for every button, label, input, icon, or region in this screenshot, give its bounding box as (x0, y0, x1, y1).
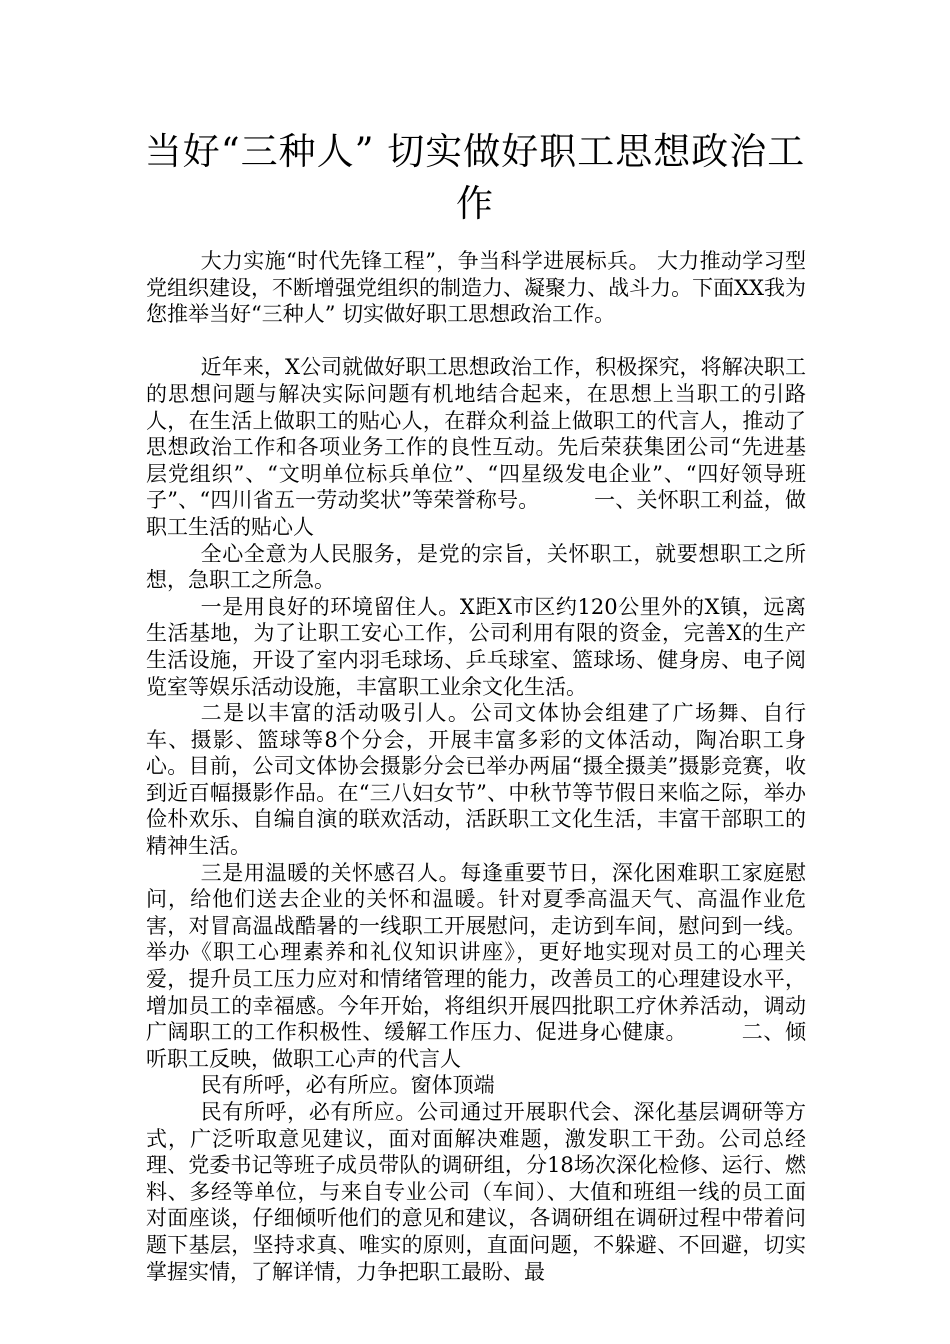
title-line-1: 当好“三种人” 切实做好职工思想政治工 (144, 130, 806, 173)
paragraph-text: 全心全意为人民服务，是党的宗旨，关怀职工，就要想职工之所想，急职工之所急。 (146, 541, 806, 593)
paragraph-text: 二是以丰富的活动吸引人。公司文体协会组建了广场舞、自行车、摄影、篮球等8个分会，开展丰富多彩的文体活动，陶冶职工身心。目前，公司文体协会摄影分会已举办两届“摄全摄美”摄影竞赛，收到近百幅摄影作品。在“三八妇女节”、中秋节等节假日来临之际，举办俭朴欢乐、自编自演的联欢活动，活跃职工文化生活，丰富干部职工的精神生活。 (146, 701, 806, 859)
paragraph-text: 大力实施“时代先锋工程”，争当科学进展标兵。 大力推动学习型党组织建设，不断增强党组织的制造力、凝聚力、战斗力。下面XX我为您推举当好“三种人” 切实做好职工思想政治工作。 (146, 249, 806, 327)
background-paragraph (146, 354, 806, 540)
section-2-intro-paragraph (146, 1072, 806, 1099)
intro-paragraph (146, 248, 806, 328)
section-1-point-3-paragraph (146, 860, 806, 1073)
paragraph-text: 一是用良好的环境留住人。X距X市区约120公里外的X镇，远离生活基地，为了让职工安心工作，公司利用有限的资金，完善X的生产生活设施，开设了室内羽毛球场、乒乓球室、篮球场、健身房、电子阅览室等娱乐活动设施，丰富职工业余文化生活。 (146, 594, 806, 699)
paragraph-text: 近年来，X公司就做好职工思想政治工作，积极探究，将解决职工的思想问题与解决实际问题有机地结合起来，在思想上当职工的引路人，在生活上做职工的贴心人，在群众利益上做职工的代言人，推动了思想政治工作和各项业务工作的良性互动。先后荣获集团公司“先进基层党组织”、“文明单位标兵单位”、“四星级发电企业”、“四好领导班子”、“四川省五一劳动奖状”等荣誉称号。 (146, 355, 806, 513)
section-1-intro-paragraph (146, 541, 806, 594)
section-1-point-1-paragraph (146, 594, 806, 700)
section-1-point-2-paragraph (146, 700, 806, 860)
section-heading-2: 二、倾听职工反映，做职工心声的代言人 (146, 1020, 807, 1071)
paragraph-text: 民有所呼，必有所应。窗体顶端 (200, 1073, 495, 1098)
paragraph-text: 三是用温暖的关怀感召人。每逢重要节日，深化困难职工家庭慰问，给他们送去企业的关怀和温暖。针对夏季高温天气、高温作业危害，对冒高温战酷暑的一线职工开展慰问，走访到车间，慰问到一线。举办《职工心理素养和礼仪知识讲座》，更好地实现对员工的心理关爱，提升员工压力应对和情绪管理的能力，改善员工的心理建设水平，增加员工的幸福感。今年开始，将组织开展四批职工疗休养活动，调动广阔职工的工作积极性、缓解工作压力、促进身心健康。 (146, 860, 806, 1045)
document-title (140, 126, 810, 230)
document-body (146, 248, 806, 1285)
section-heading-1: 一、关怀职工利益，做职工生活的贴心人 (146, 488, 806, 539)
section-2-body-paragraph (146, 1099, 806, 1285)
title-line-2: 作 (456, 182, 494, 225)
paragraph-text: 民有所呼，必有所应。公司通过开展职代会、深化基层调研等方式，广泛听取意见建议，面对面解决难题，激发职工干劲。公司总经理、党委书记等班子成员带队的调研组，分18场次深化检修、运行、燃料、多经等单位，与来自专业公司（车间）、大值和班组一线的员工面对面座谈，仔细倾听他们的意见和建议，各调研组在调研过程中带着问题下基层，坚持求真、唯实的原则，直面问题，不躲避、不回避，切实掌握实情，了解详情，力争把职工最盼、最 (146, 1100, 806, 1284)
